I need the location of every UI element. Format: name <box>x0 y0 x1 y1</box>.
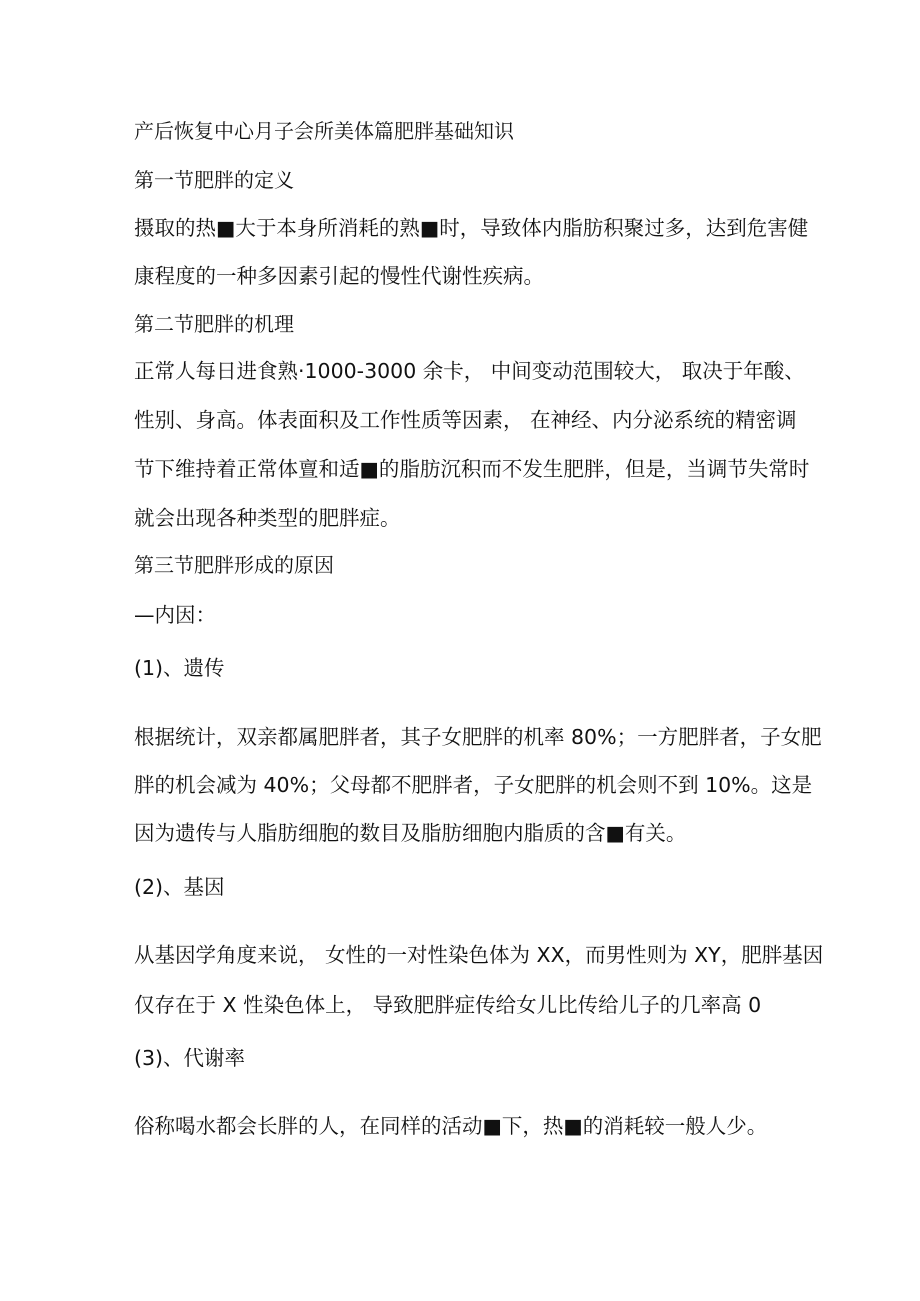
item-label-metabolic-rate: (3)、代谢率 <box>134 1046 246 1070</box>
paragraph-line: 仅存在于 X 性染色体上， 导致肥胖症传给女儿比传给儿子的几率高 0 <box>134 993 762 1017</box>
item-label-heredity: (1)、遗传 <box>134 656 225 680</box>
document-title: 产后恢复中心月子会所美体篇肥胖基础知识 <box>134 119 514 143</box>
section-heading-definition: 第一节肥胖的定义 <box>134 168 294 192</box>
paragraph-line: 康程度的一种多因素引起的慢性代谢性疾病。 <box>134 264 544 288</box>
paragraph-line: 正常人每日进食熟·1000-3000 余卡， 中间变动范围较大， 取决于年酸、 <box>134 359 805 383</box>
paragraph-line: 性别、身高。体表面积及工作性质等因素， 在神经、内分泌系统的精密调 <box>134 408 797 432</box>
paragraph-line: 节下维持着正常体亶和适■的脂肪沉积而不发生肥胖，但是，当调节失常时 <box>134 457 810 481</box>
paragraph-line: 俗称喝水都会长胖的人，在同样的活动■下，热■的消耗较一般人少。 <box>134 1114 768 1138</box>
paragraph-line: 就会出现各种类型的肥胖症。 <box>134 506 401 530</box>
paragraph-line: 因为遗传与人脂肪细胞的数目及脂肪细胞内脂质的含■有关。 <box>134 821 687 845</box>
section-heading-causes: 第三节肥胖形成的原因 <box>134 553 334 577</box>
subheading-internal-causes: —内因： <box>134 603 216 627</box>
paragraph-line: 摄取的热■大于本身所消耗的熟■时，导致体内脂肪积聚过多，达到危害健 <box>134 216 809 240</box>
section-heading-mechanism: 第二节肥胖的机理 <box>134 312 294 336</box>
paragraph-line: 胖的机会减为 40%；父母都不肥胖者，子女肥胖的机会则不到 10%。这是 <box>134 773 813 797</box>
item-label-genes: (2)、基因 <box>134 875 225 899</box>
paragraph-line: 根据统计，双亲都属肥胖者，其子女肥胖的机率 80%；一方肥胖者，子女肥 <box>134 725 822 749</box>
paragraph-line: 从基因学角度来说， 女性的一对性染色体为 XX，而男性则为 XY，肥胖基因 <box>134 943 824 967</box>
